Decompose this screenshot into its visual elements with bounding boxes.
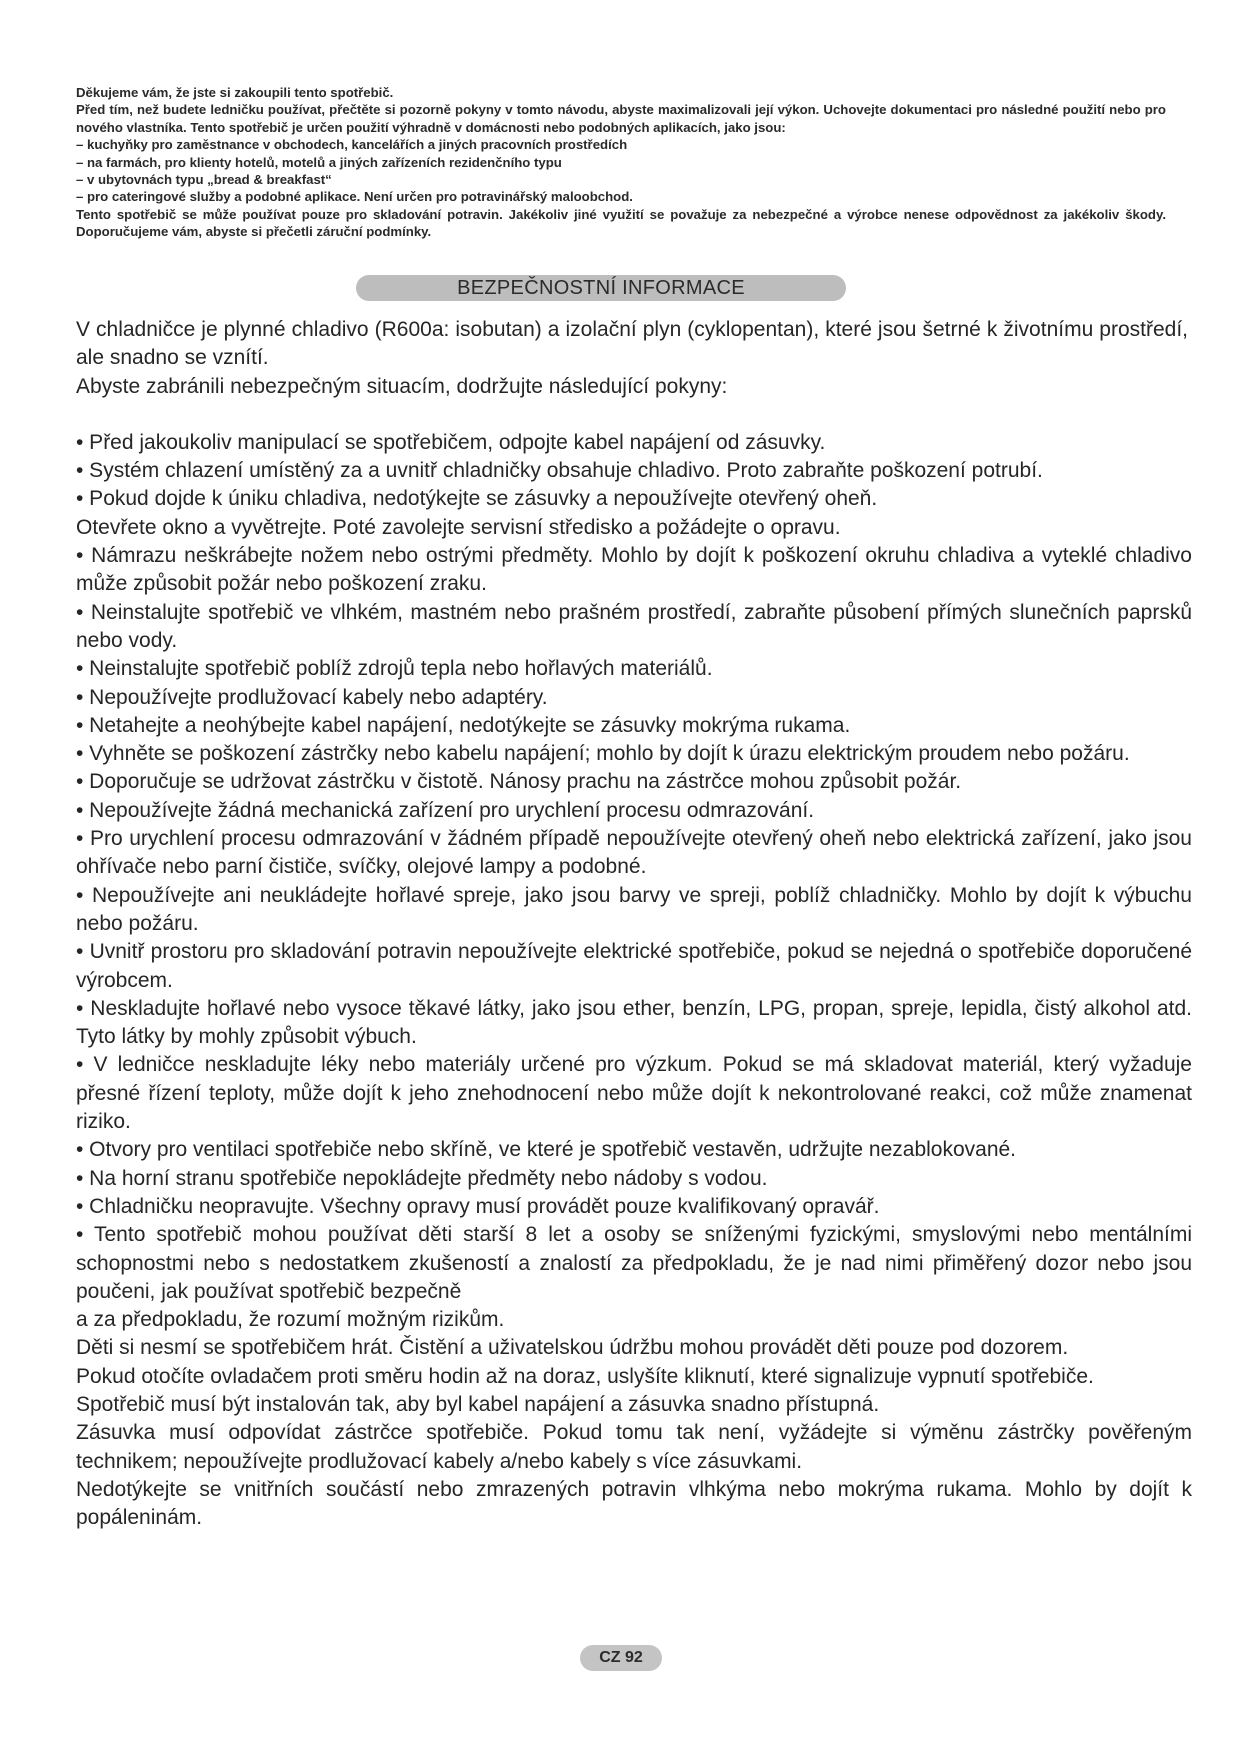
safety-item: Děti si nesmí se spotřebičem hrát. Čistění a uživatelskou údržbu mohou provádět děti pouze pod dozorem. (76, 1336, 1069, 1360)
safety-item: • Neinstalujte spotřebič ve vlhkém, mastném nebo prašném prostředí, zabraňte působení přímých slunečních paprsků nebo vody. (76, 600, 1192, 652)
safety-item: • Pro urychlení procesu odmrazování v žádném případě nepoužívejte otevřený oheň nebo elektrická zařízení, jako jsou ohřívače nebo parní čističe, svíčky, olejové lampy a podobné. (76, 827, 1192, 879)
intro-list-item: – v ubytovnách typu „bread & breakfast“ (76, 172, 332, 188)
safety-item: • Před jakoukoliv manipulací se spotřebičem, odpojte kabel napájení od zásuvky. (76, 430, 826, 454)
intro-paragraph: Před tím, než budete ledničku používat, přečtěte si pozorně pokyny v tomto návodu, abyste maximalizovali její výkon. Uchovejte dokumentaci pro následné použití nebo pro nového vlastníka. Tento spotřebič je určen použití výhradně v domácnosti nebo podobných aplikacích, jako jsou: (76, 102, 1166, 135)
intro-line: Děkujeme vám, že jste si zakoupili tento spotřebič. (76, 85, 394, 100)
safety-item: • Pokud dojde k úniku chladiva, nedotýkejte se zásuvky a nepoužívejte otevřený oheň. (76, 487, 878, 511)
intro-list-item: – na farmách, pro klienty hotelů, motelů a jiných zařízeních rezidenčního typu (76, 154, 562, 170)
lead-paragraph: V chladničce je plynné chladivo (R600a: isobutan) a izolační plyn (cyklopentan), které jsou šetrné k životnímu prostředí, ale snadno se vznítí. (76, 318, 1188, 370)
safety-item: • V ledničce neskladujte léky nebo materiály určené pro výzkum. Pokud se má skladovat materiál, který vyžaduje přesné řízení teploty, může dojít k jeho znehodnocení nebo může dojít k nekontrolované reakci, což může znamenat riziko. (76, 1053, 1192, 1134)
safety-item: Otevřete okno a vyvětrejte. Poté zavolejte servisní středisko a požádejte o opravu. (76, 515, 841, 539)
intro-paragraph: Tento spotřebič se může používat pouze pro skladování potravin. Jakékoliv jiné využití se považuje za nebezpečné a výrobce nenese odpovědnost za jakékoliv škody. Doporučujeme vám, abyste si přečetli záruční podmínky. (76, 206, 1166, 240)
intro-list-item: – kuchyňky pro zaměstnance v obchodech, kancelářích a jiných pracovních prostředích (76, 137, 628, 153)
safety-item: • Neskladujte hořlavé nebo vysoce těkavé látky, jako jsou ether, benzín, LPG, propan, spreje, lepidla, čistý alkohol atd. Tyto látky by mohly způsobit výbuch. (76, 996, 1192, 1049)
safety-item: • Chladničku neopravujte. Všechny opravy musí provádět pouze kvalifikovaný opravář. (76, 1194, 880, 1218)
safety-item: a za předpokladu, že rozumí možným rizikům. (76, 1308, 505, 1332)
spacer (76, 401, 1192, 429)
safety-item: • Neinstalujte spotřebič poblíž zdrojů tepla nebo hořlavých materiálů. (76, 657, 713, 681)
safety-item: Nedotýkejte se vnitřních součástí nebo zmrazených potravin vlhkýma nebo mokrýma rukama. Mohlo by dojít k popáleninám. (76, 1477, 1192, 1530)
safety-item: • Námrazu neškrábejte nožem nebo ostrými předměty. Mohlo by dojít k poškození okruhu chladiva a vyteklé chladivo může způsobit požár nebo poškození zraku. (76, 544, 1192, 596)
safety-item: • Systém chlazení umístěný za a uvnitř chladničky obsahuje chladivo. Proto zabraňte poškození potrubí. (76, 459, 1043, 483)
section-title: BEZPEČNOSTNÍ INFORMACE (356, 275, 846, 301)
safety-item: Spotřebič musí být instalován tak, aby byl kabel napájení a zásuvka snadno přístupná. (76, 1392, 880, 1416)
safety-item: • Tento spotřebič mohou používat děti starší 8 let a osoby se sníženými fyzickými, smyslovými nebo mentálními schopnostmi nebo s nedostatkem zkušeností a znalostí za předpokladu, že je nad nimi přiměřený dozor nebo jsou poučeni, jak používat spotřebič bezpečně (76, 1223, 1192, 1303)
safety-item: • Uvnitř prostoru pro skladování potravin nepoužívejte elektrické spotřebiče, pokud se nejedná o spotřebiče doporučené výrobcem. (76, 940, 1192, 992)
intro-list-item: – pro cateringové služby a podobné aplikace. Není určen pro potravinářský maloobchod. (76, 189, 633, 205)
safety-item: • Nepoužívejte prodlužovací kabely nebo adaptéry. (76, 685, 548, 709)
safety-item: Pokud otočíte ovladačem proti směru hodin až na doraz, uslyšíte kliknutí, které signalizuje vypnutí spotřebiče. (76, 1364, 1094, 1388)
safety-item: • Na horní stranu spotřebiče nepokládejte předměty nebo nádoby s vodou. (76, 1166, 768, 1190)
page-number-badge: CZ 92 (580, 1645, 662, 1671)
safety-item: Zásuvka musí odpovídat zástrčce spotřebiče. Pokud tomu tak není, vyžádejte si výměnu zástrčky pověřeným technikem; nepoužívejte prodlužovací kabely a/nebo kabely s více zásuvkami. (76, 1421, 1192, 1473)
safety-item: • Nepoužívejte ani neukládejte hořlavé spreje, jako jsou barvy ve spreji, poblíž chladničky. Mohlo by dojít k výbuchu nebo požáru. (76, 883, 1192, 935)
safety-item: • Doporučuje se udržovat zástrčku v čistotě. Nánosy prachu na zástrčce mohou způsobit požár. (76, 770, 962, 794)
safety-item: • Otvory pro ventilaci spotřebiče nebo skříně, ve které je spotřebič vestavěn, udržujte nezablokované. (76, 1138, 1017, 1162)
safety-content (76, 316, 1192, 1532)
intro-block (76, 84, 1166, 241)
safety-item: • Nepoužívejte žádná mechanická zařízení pro urychlení procesu odmrazování. (76, 798, 815, 822)
safety-list (76, 429, 1192, 1533)
safety-item: • Netahejte a neohýbejte kabel napájení, nedotýkejte se zásuvky mokrýma rukama. (76, 713, 851, 737)
safety-item: • Vyhněte se poškození zástrčky nebo kabelu napájení; mohlo by dojít k úrazu elektrickým proudem nebo požáru. (76, 742, 1130, 766)
lead-paragraph: Abyste zabránili nebezpečným situacím, dodržujte následující pokyny: (76, 374, 728, 398)
